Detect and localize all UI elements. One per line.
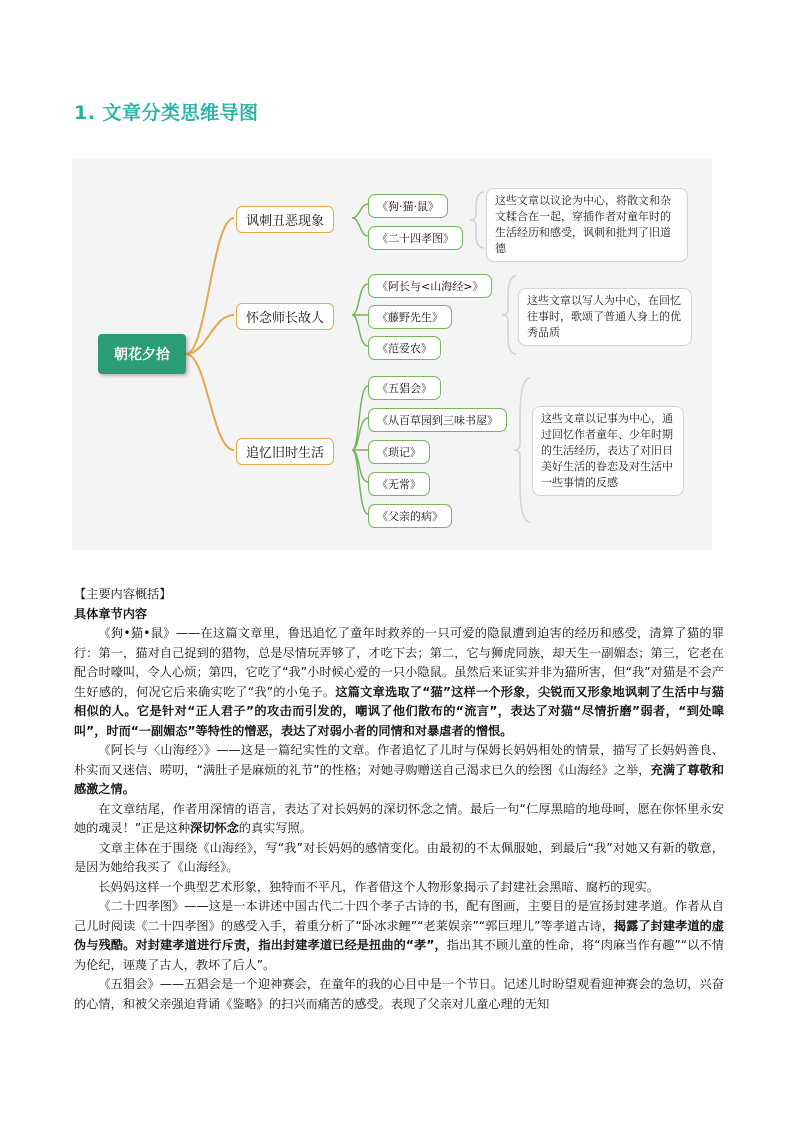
leaf-twenty-four-filial: 《二十四孝图》: [368, 226, 463, 250]
note-remember-people: 这些文章以写人为中心，在回忆往事时，歌颂了普通人身上的优秀品质: [518, 288, 692, 346]
note-satire: 这些文章以议论为中心，将散文和杂文糅合在一起，穿插作者对童年时的生活经历和感受，讽刺和批判了旧道德: [486, 188, 688, 262]
branch-satire: 讽刺丑恶现象: [236, 206, 334, 233]
brace-b1: [470, 192, 484, 248]
brace-b2: [502, 276, 516, 354]
paragraph-a-chang: 《阿长与〈山海经〉》——这是一篇纪实性的文章。作者追忆了儿时与保姆长妈妈相处的情景，描写了长妈妈善良、朴实而又迷信、唠叨，“满肚子是麻烦的礼节”的性格；对她寻购赠送自己渴求已久的绘图《山海经》之举，充满了尊敬和感激之情。: [74, 743, 724, 796]
paragraph-ending: 在文章结尾，作者用深情的语言，表达了对长妈妈的深切怀念之情。最后一句“仁厚黑暗的地母呵，愿在你怀里永安她的魂灵！”正是这种深切怀念的真实写照。: [74, 801, 724, 835]
connector-root-branch3: [186, 354, 234, 450]
branch-remember-people: 怀念师长故人: [236, 303, 334, 330]
page-title: 1. 文章分类思维导图: [74, 102, 259, 124]
paragraph-character: 长妈妈这样一个典型艺术形象，独特而不平凡，作者借这个人物形象揭示了封建社会黑暗、腐朽的现实。: [98, 879, 660, 894]
section-heading: 【主要内容概括】: [74, 587, 172, 601]
connector-b3: [352, 386, 368, 514]
leaf-wuchang-fair: 《五猖会》: [368, 376, 441, 400]
leaf-dog-cat-mouse: 《狗·猫·鼠》: [368, 194, 448, 218]
paragraph-feeling-change: 文章主体在于围绕《山海经》，写“我”对长妈妈的感情变化。由最初的不太佩服她，到最后“我”对她又有新的敬意，是因为她给我买了《山海经》。: [74, 840, 724, 874]
section-subheading: 具体章节内容: [74, 606, 148, 621]
leaf-wuchang: 《无常》: [368, 472, 430, 496]
leaf-father-illness: 《父亲的病》: [368, 504, 452, 528]
leaf-suoji: 《琐记》: [368, 440, 430, 464]
connector-b1: [352, 204, 368, 236]
main-content: [74, 585, 724, 1014]
note-recall-life: 这些文章以记事为中心，通过回忆作者童年、少年时期的生活经历，表达了对旧日美好生活的眷恋及对生活中一些事情的反感: [532, 406, 684, 496]
mind-map-root: 朝花夕拾: [98, 334, 186, 374]
paragraph-dog-cat-mouse: 《狗•猫•鼠》——在这篇文章里，鲁迅追忆了童年时救养的一只可爱的隐鼠遭到迫害的经历和感受，清算了猫的罪行：第一，猫对自己捉到的猎物，总是尽情玩弄够了，才吃下去；第二，它与狮虎同族，却天生一副媚态；第三，它老在配合时嚎叫，令人心烦；第四，它吃了“我”小时候心爱的一只小隐鼠。虽然后来证实并非为猫所害，但“我”对猫是不会产生好感的，何况它后来确实吃了“我”的小兔子。这篇文章选取了“猫”这样一个形象，尖锐而又形象地讽刺了生活中与猫相似的人。它是针对“正人君子”的攻击而引发的，嘲讽了他们散布的“流言”，表达了对猫“尽情折磨”弱者，“到处嗥叫”，时而“一副媚态”等特性的憎恶，表达了对弱小者的同情和对暴虐者的憎恨。: [74, 626, 724, 738]
paragraph-filial-piety: 《二十四孝图》——这是一本讲述中国古代二十四个孝子古诗的书，配有图画，主要目的是宣扬封建孝道。作者从自己儿时阅读《二十四孝图》的感受入手，着重分析了“卧冰求鲤”“老莱娱亲”“郭巨埋儿”等孝道古诗，揭露了封建孝道的虚伪与残酷。对封建孝道进行斥责，指出封建孝道已经是扭曲的“孝”，指出其不顾儿童的性命，将“肉麻当作有趣”“以不情为伦纪，诬蔑了古人，教坏了后人”。: [74, 899, 725, 972]
leaf-fujino: 《藤野先生》: [368, 305, 452, 329]
mind-map: [72, 158, 712, 550]
connector-b2: [352, 284, 368, 346]
brace-b3: [514, 378, 530, 522]
leaf-baicaoyuan: 《从百草园到三味书屋》: [368, 408, 507, 432]
paragraph-wuchang-fair: 《五猖会》——五猖会是一个迎神赛会，在童年的我的心目中是一个节日。记述儿时盼望观看迎神赛会的急切，兴奋的心情，和被父亲强迫背诵《鉴略》的扫兴而痛苦的感受。表现了父亲对儿童心理的无知: [74, 977, 724, 1011]
leaf-a-chang: 《阿长与<山海经>》: [368, 274, 492, 298]
leaf-fan-ainong: 《范爱农》: [368, 336, 441, 360]
branch-recall-life: 追忆旧时生活: [236, 438, 334, 465]
